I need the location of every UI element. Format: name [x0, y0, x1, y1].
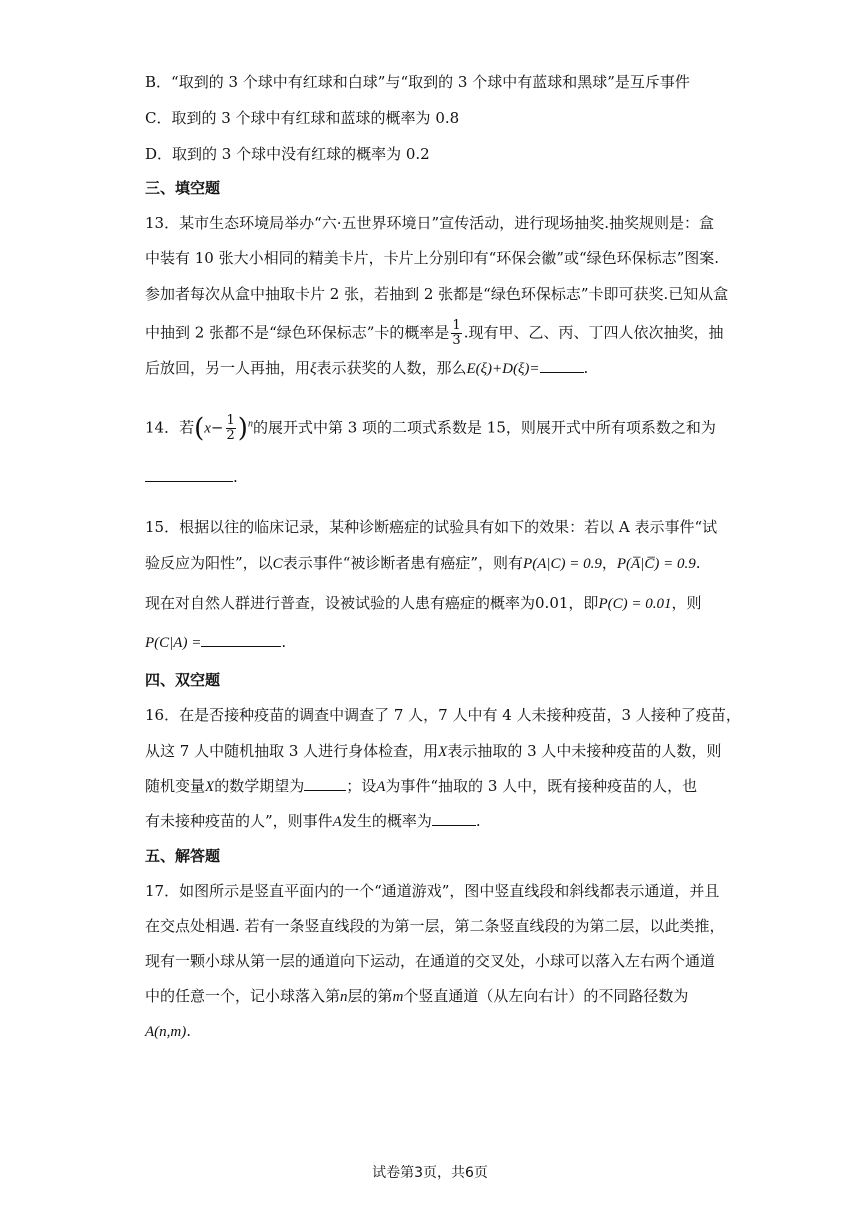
section-heading-solution: 五、解答题: [145, 847, 221, 865]
q15-p4: P(C|A) =: [145, 635, 202, 651]
q15-answer-blank: [201, 632, 281, 647]
q17-line1: 17．如图所示是竖直平面内的一个“通道游戏”，图中竖直线段和斜线都表示通道，并且: [145, 882, 720, 900]
q16-line4-text-b: 发生的概率为: [341, 812, 432, 830]
q13-line5-text-b: 表示获奖的人数，那么: [316, 359, 467, 377]
q13-line4-text-b: .现有甲、乙、丙、丁四人依次抽奖，抽: [463, 323, 724, 342]
q15-c: C: [272, 556, 283, 572]
q15-line2-text-b: 表示事件“被诊断者患有癌症”，则有: [282, 554, 524, 572]
q13-line5: [145, 358, 588, 379]
option-d: D．取到的 3 个球中没有红球的概率为 0.2: [145, 145, 430, 163]
q16-line1: 16．在是否接种疫苗的调查中调查了 7 人，7 人中有 4 人未接种疫苗，3 人接种了疫苗，: [145, 706, 741, 724]
q16-a-2: A: [332, 814, 342, 830]
q13-frac-num: 1: [452, 318, 461, 333]
q13-line5-text-a: 后放回，另一人再抽，用: [145, 359, 311, 377]
page-footer: 试卷第3页，共6页: [372, 1165, 488, 1181]
q13-line4-text-a: 中抽到 2 张都不是“绿色环保标志”卡的概率是: [145, 323, 450, 342]
q14-line2: [145, 467, 238, 487]
q15-p2: P(A̅|C̅) = 0.9: [616, 556, 696, 572]
q14-frac-num: 1: [226, 413, 235, 428]
q16-line2-text-a: 从这 7 人中随机抽取 3 人进行身体检查，用: [145, 742, 439, 760]
q16-line3-text-d: 为事件“抽取的 3 人中，既有接种疫苗的人，也: [385, 777, 698, 795]
q15-sep: ，: [601, 554, 617, 572]
q16-line3-text-a: 随机变量: [145, 777, 206, 795]
section-heading-fill-blank: 三、填空题: [145, 179, 221, 197]
q16-line3-text-b: 的数学期望为: [214, 777, 305, 795]
q14-fraction: [226, 414, 236, 443]
q15-line4-end: .: [281, 633, 287, 651]
q13-line2: 中装有 10 张大小相同的精美卡片，卡片上分别印有“环保会徽”或“绿色环保标志”图案.: [145, 249, 720, 267]
q16-x-2: X: [205, 779, 215, 795]
q17-line4: [145, 986, 688, 1007]
q13-line3: 参加者每次从盒中抽取卡片 2 张，若抽到 2 张都是“绿色环保标志”卡即可获奖.已知从盒: [145, 285, 729, 303]
option-c: C．取到的 3 个球中有红球和蓝球的概率为 0.8: [145, 109, 460, 127]
q17-line4-text-c: 个竖直通道（从左向右计）的不同路径数为: [403, 987, 689, 1005]
q14-x: x: [204, 420, 211, 437]
q17-line2: 在交点处相遇. 若有一条竖直线段的为第一层，第二条竖直线段的为第二层，以此类推，: [145, 917, 725, 935]
q14-left-paren: (: [194, 413, 205, 444]
q15-line2-end: .: [695, 554, 701, 572]
q16-line2-text-b: 表示抽取的 3 人中未接种疫苗的人数，则: [447, 742, 722, 760]
q15-line3-end: ，则: [671, 594, 702, 612]
q15-line1: 15．根据以往的临床记录，某种诊断癌症的试验具有如下的效果：若以 A 表示事件“试: [145, 518, 718, 536]
q17-line4-text-a: 中的任意一个，记小球落入第: [145, 987, 341, 1005]
q16-line4-end: .: [475, 812, 481, 830]
q13-line1: 13．某市生态环境局举办“六·五世界环境日”宣传活动，进行现场抽奖.抽奖规则是：盒: [145, 214, 714, 232]
q13-line4: [145, 319, 723, 348]
q13-frac-den: 3: [452, 333, 461, 348]
q16-x: X: [438, 744, 448, 760]
q15-value: 0.01: [535, 594, 569, 612]
option-b: B．“取到的 3 个球中有红球和白球”与“取到的 3 个球中有蓝球和黑球”是互斥事件: [145, 73, 690, 91]
q13-xi: ξ: [310, 361, 317, 377]
q14-end: .: [233, 468, 238, 486]
q17-line4-text-b: 层的第: [347, 987, 393, 1005]
q13-line5-end: .: [583, 359, 589, 377]
q16-line2: [145, 741, 721, 762]
q17-line3: 现有一颗小球从第一层的通道向下运动，在通道的交叉处，小球可以落入左右两个通道: [145, 952, 716, 970]
q17-function: A(n,m): [145, 1024, 187, 1040]
q16-answer-blank-1: [304, 776, 346, 791]
q17-line5-end: .: [186, 1022, 192, 1040]
q16-line4-text-a: 有未接种疫苗的人”，则事件: [145, 812, 333, 830]
q14-right-paren: ): [237, 413, 248, 444]
section-heading-double-blank: 四、双空题: [145, 671, 221, 689]
q15-line3-text-a: 现在对自然人群进行普查，设被试验的人患有癌症的概率为: [145, 594, 536, 612]
q17-m: m: [392, 989, 404, 1005]
q15-line2-text-a: 验反应为阳性”，以: [145, 554, 273, 572]
q14-prefix: 14．若: [145, 418, 195, 437]
q16-line3-text-c: ；设: [346, 777, 377, 795]
q15-line4: [145, 632, 286, 653]
q15-p3: P(C) = 0.01: [598, 596, 672, 612]
q13-expression: E(ξ)+D(ξ)=: [466, 361, 540, 377]
q14-minus: −: [210, 418, 224, 437]
q16-line4: [145, 811, 481, 832]
q15-line3: [145, 593, 701, 614]
q17-n: n: [340, 989, 348, 1005]
q14-answer-blank: [145, 467, 233, 482]
q13-answer-blank: [540, 358, 584, 373]
q15-line2: [145, 553, 700, 574]
q14-power: n: [247, 418, 253, 430]
q13-fraction: [451, 319, 461, 348]
q16-answer-blank-2: [432, 811, 476, 826]
q16-line3: [145, 776, 697, 797]
q15-line3-text-b: ，即: [568, 594, 599, 612]
q15-p1: P(A|C) = 0.9: [523, 556, 602, 572]
q14-line1: [145, 414, 716, 443]
q16-a: A: [376, 779, 386, 795]
q14-frac-den: 2: [226, 428, 235, 443]
q14-rest: 的展开式中第 3 项的二项式系数是 15，则展开式中所有项系数之和为: [252, 418, 716, 437]
q17-line5: [145, 1021, 191, 1042]
